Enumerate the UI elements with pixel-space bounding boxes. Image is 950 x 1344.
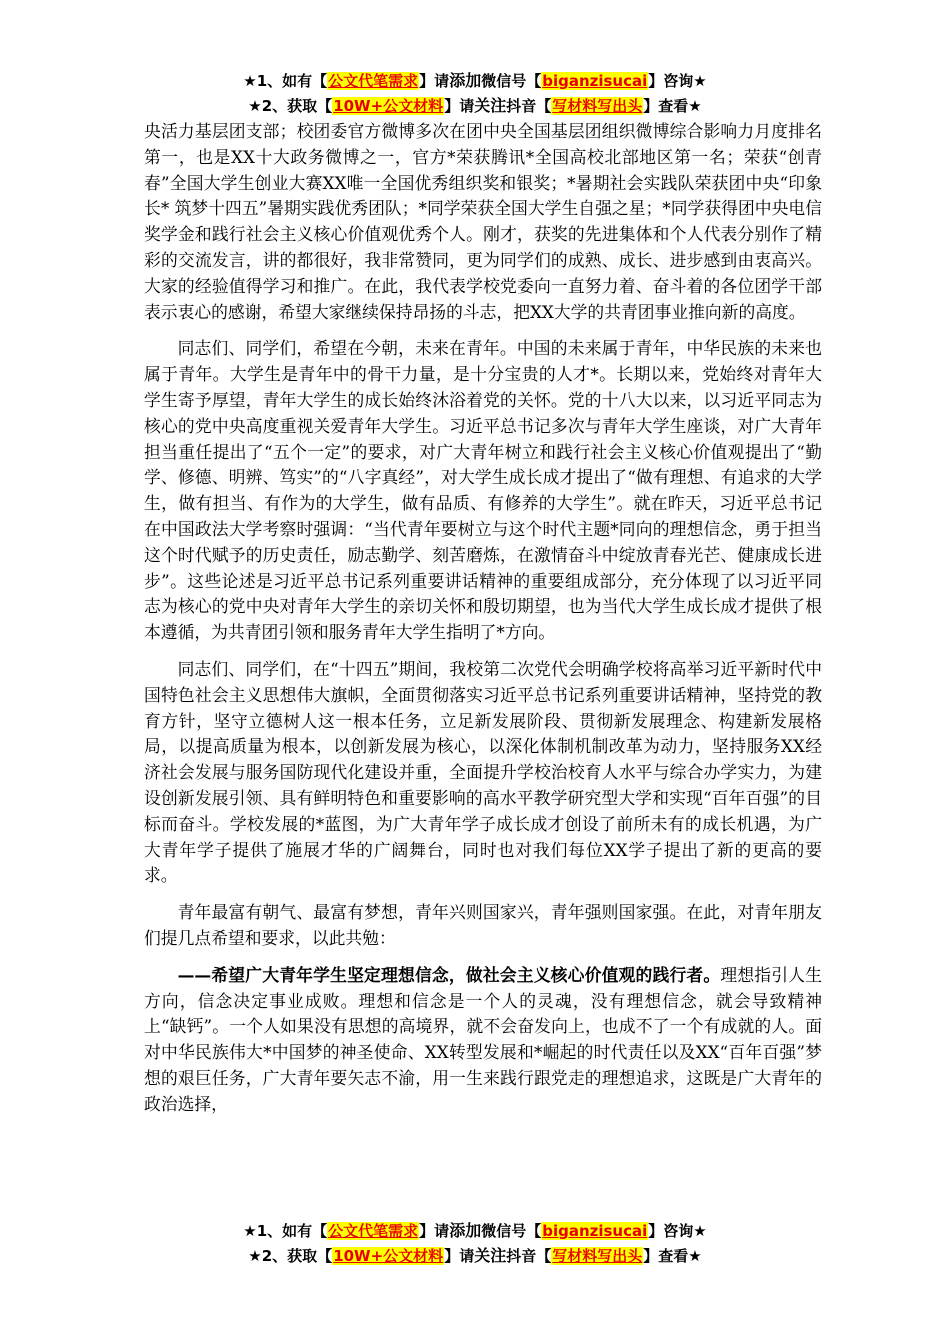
paragraph-lead xyxy=(144,963,822,1118)
banner-line-1 xyxy=(0,1218,950,1243)
banner-highlight: 10W+公文材料 xyxy=(333,97,444,115)
banner-text: 抖音【 xyxy=(506,97,552,115)
banner-text: ★1、如有【 xyxy=(243,1222,328,1240)
banner-highlight: 公文代笔需求 xyxy=(328,1222,419,1240)
banner-text: 】请 xyxy=(444,1247,475,1265)
banner-text: 关注 xyxy=(474,96,507,115)
banner-highlight: 10W+公文材料 xyxy=(333,1247,444,1265)
banner-text: 添加 xyxy=(449,71,482,90)
banner-text: 】请 xyxy=(419,72,450,90)
banner-highlight: biganzisucai xyxy=(542,1222,648,1240)
document-body xyxy=(144,119,822,1128)
banner-text: 】查看★ xyxy=(643,1247,702,1265)
banner-highlight: 写材料写出头 xyxy=(552,97,643,115)
paragraph: 同志们、同学们，希望在今朝，未来在青年。中国的未来属于青年，中华民族的未来也属于青年。大学生是青年中的骨干力量，是十分宝贵的人才*。长期以来，党始终对青年大学生寄予厚望，青年大学生的成长始终沐浴着党的关怀。党的十八大以来，以习近平同志为核心的党中央高度重视关爱青年大学生。习近平总书记多次与青年大学生座谈，对广大青年担当重任提出了“五个一定”的要求，对广大青年树立和践行社会主义核心价值观提出了“勤学、修德、明辨、笃实”的“八字真经”，对大学生成长成才提出了“做有理想、有追求的大学生，做有担当、有作为的大学生，做有品质、有修养的大学生”。就在昨天，习近平总书记在中国政法大学考察时强调：“当代青年要树立与这个时代主题*同向的理想信念，勇于担当这个时代赋予的历史责任，励志勤学、刻苦磨炼，在激情奋斗中绽放青春光芒、健康成长进步”。这些论述是习近平总书记系列重要讲话精神的重要组成部分，充分体现了以习近平同志为核心的党中央对青年大学生的亲切关怀和殷切期望，也为当代大学生成长成才提供了根本遵循，为共青团引领和服务青年大学生指明了*方向。 xyxy=(144,338,822,643)
banner-text: 抖音【 xyxy=(506,1247,552,1265)
banner-text: 微信号【 xyxy=(481,72,542,90)
banner-highlight: 写材料写出头 xyxy=(552,1247,643,1265)
banner-line-2 xyxy=(0,1243,950,1268)
paragraph: 青年最富有朝气、最富有梦想，青年兴则国家兴，青年强则国家强。在此，对青年朋友们提几点希望和要求，以此共勉： xyxy=(144,902,822,948)
banner-highlight: 公文代笔需求 xyxy=(328,72,419,90)
banner-text: ★1、如有【 xyxy=(243,72,328,90)
banner-text: ★2、获取【 xyxy=(248,97,333,115)
banner-text: 关注 xyxy=(474,1246,507,1265)
banner-text: 添加 xyxy=(449,1221,482,1240)
banner-text: 】咨询★ xyxy=(648,1222,707,1240)
header-banner xyxy=(0,68,950,118)
banner-text: 】查看★ xyxy=(643,97,702,115)
paragraph: 同志们、同学们，在“十四五”期间，我校第二次党代会明确学校将高举习近平新时代中国特色社会主义思想伟大旗帜，全面贯彻落实习近平总书记系列重要讲话精神，坚持党的教育方针，坚守立德树人这一根本任务，立足新发展阶段、贯彻新发展理念、构建新发展格局，以提高质量为根本，以创新发展为核心，以深化体制机制改革为动力，坚持服务XX经济社会发展与服务国防现代化建设并重，全面提升学校治校育人水平与综合办学实力，为建设创新发展引领、具有鲜明特色和重要影响的高水平教学研究型大学和实现“百年百强”的目标而奋斗。学校发展的*蓝图，为广大青年学子成长成才创设了前所未有的成长机遇，为广大青年学子提供了施展才华的广阔舞台，同时也对我们每位XX学子提出了新的更高的要求。 xyxy=(144,658,822,886)
banner-highlight: biganzisucai xyxy=(542,72,648,90)
banner-line-1 xyxy=(0,68,950,93)
paragraph-text: 理想指引人生方向，信念决定事业成败。理想和信念是一个人的灵魂，没有理想信念，就会导致精神上“缺钙”。一个人如果没有思想的高境界，就不会奋发向上，也成不了一个有成就的人。面对中华民族伟大*中国梦的神圣使命、XX转型发展和*崛起的时代责任以及XX“百年百强”梦想的艰巨任务，广大青年要矢志不渝，用一生来践行跟党走的理想追求，这既是广大青年的政治选择， xyxy=(144,964,822,1114)
lead-sentence: ——希望广大青年学生坚定理想信念，做社会主义核心价值观的践行者。 xyxy=(177,964,721,985)
paragraph: 央活力基层团支部；校团委官方微博多次在团中央全国基层团组织微博综合影响力月度排名第一，也是XX十大政务微博之一，官方*荣获腾讯*全国高校北部地区第一名；荣获“创青春”全国大学生创业大赛XX唯一全国优秀组织奖和银奖；*暑期社会实践队荣获团中央“印象长* 筑梦十四五”暑期实践优秀团队；*同学荣获全国大学生自强之星；*同学获得团中央电信奖学金和践行社会主义核心价值观优秀个人。刚才，获奖的先进集体和个人代表分别作了精彩的交流发言，讲的都很好，我非常赞同，更为同学们的成熟、成长、进步感到由衷高兴。大家的经验值得学习和推广。在此，我代表学校党委向一直努力着、奋斗着的各位团学干部表示衷心的感谢，希望大家继续保持昂扬的斗志，把XX大学的共青团事业推向新的高度。 xyxy=(144,121,822,322)
banner-text: 微信号【 xyxy=(481,1222,542,1240)
banner-line-2 xyxy=(0,93,950,118)
footer-banner xyxy=(0,1218,950,1268)
banner-text: 】咨询★ xyxy=(648,72,707,90)
banner-text: ★2、获取【 xyxy=(248,1247,333,1265)
banner-text: 】请 xyxy=(419,1222,450,1240)
banner-text: 】请 xyxy=(444,97,475,115)
